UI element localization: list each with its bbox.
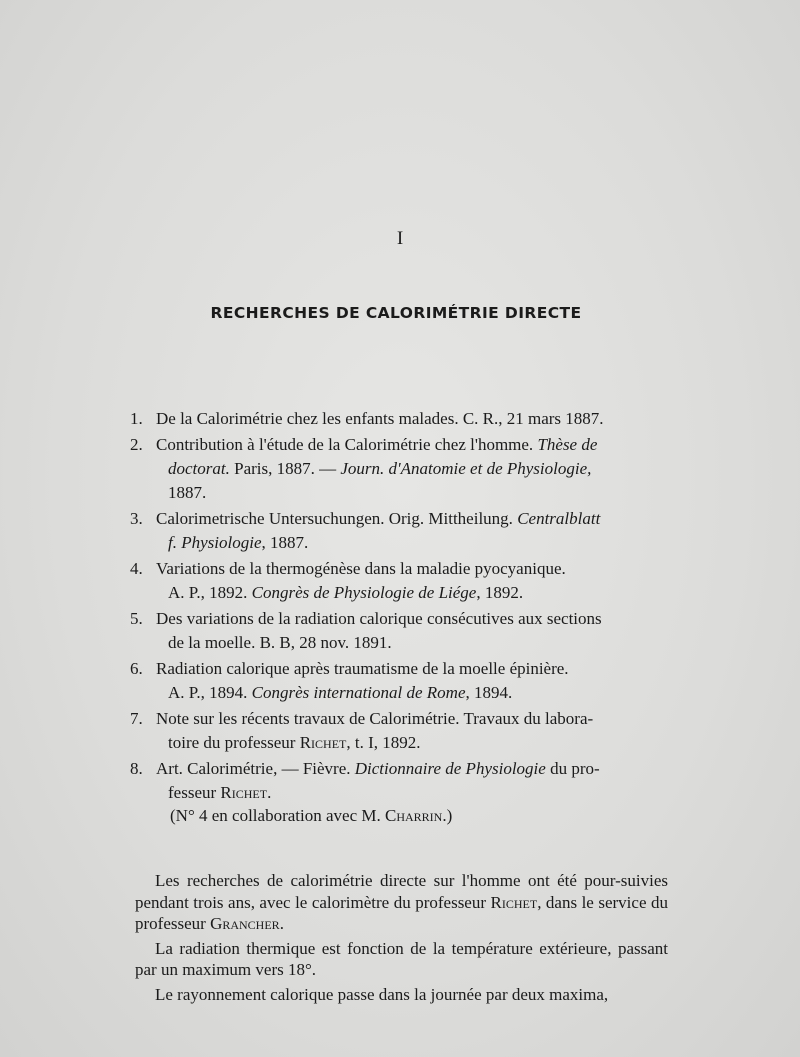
small-caps-name: Richet <box>299 733 347 752</box>
text-run: . <box>267 783 272 802</box>
text-run: , 1894. <box>465 683 513 702</box>
bibliography-entry <box>130 757 668 805</box>
entry-line <box>156 559 566 578</box>
text-run: Paris, 1887. — <box>229 459 341 478</box>
italic-text: Congrès international de Rome <box>251 683 466 702</box>
entry-line <box>156 781 668 805</box>
entry-line <box>156 481 668 505</box>
text-run: de la moelle. B. B, 28 nov. 1891. <box>168 633 392 652</box>
text-run: A. P., 1892. <box>168 583 252 602</box>
text-run: Calorimetrische Untersuchungen. Orig. Mittheilung. <box>156 509 518 528</box>
entry-line <box>156 659 569 678</box>
text-run: De la Calorimétrie chez les enfants malades. C. R., 21 mars 1887. <box>156 409 604 428</box>
entry-line <box>156 631 668 655</box>
bibliography-entry <box>130 657 668 705</box>
text-run: A. P., 1894. <box>168 683 252 702</box>
body-text <box>135 870 668 1008</box>
italic-text: Journ. d'Anatomie et de Physiologie, <box>340 459 592 478</box>
entry-text <box>156 657 668 705</box>
text-run: toire du professeur <box>168 733 300 752</box>
entry-line <box>156 681 668 705</box>
text-run: 1887. <box>168 483 207 502</box>
entry-number: 8. <box>130 759 143 778</box>
text-run: Contribution à l'étude de la Calorimétrie chez l'homme. <box>156 435 538 454</box>
entry-line <box>156 509 600 528</box>
entry-number: 1. <box>130 409 143 428</box>
text-run: La radiation thermique est fonction de la température extérieure, passant par un maximum vers 18°. <box>135 938 668 979</box>
bibliography-entry <box>130 557 668 605</box>
text-run: Art. Calorimétrie, — Fièvre. <box>156 759 355 778</box>
text-run: Le rayonnement calorique passe dans la journée par deux maxima, <box>155 984 609 1004</box>
entry-line <box>156 435 597 454</box>
entry-number: 4. <box>130 559 143 578</box>
entry-line <box>156 581 668 605</box>
entry-number: 5. <box>130 609 143 628</box>
text-run: Variations de la thermogénèse dans la maladie pyocyanique. <box>156 559 566 578</box>
entry-line <box>156 609 602 628</box>
text-run: , dans le service du professeur <box>135 892 668 933</box>
text-run: fesseur <box>168 783 221 802</box>
italic-text: Thèse de <box>537 435 598 454</box>
bibliography-entry <box>130 607 668 655</box>
text-run: Des variations de la radiation calorique consécutives aux sections <box>156 609 602 628</box>
text-run: du pro- <box>545 759 600 778</box>
small-caps-name: Grancher <box>210 914 280 933</box>
bibliography-entry <box>130 433 668 505</box>
italic-text: f. Physiologie <box>168 533 262 552</box>
text-run: . <box>279 914 284 933</box>
entry-text <box>156 557 668 605</box>
entry-text <box>156 433 668 505</box>
italic-text: Dictionnaire de Physiologie <box>354 759 546 778</box>
entry-line <box>156 531 668 555</box>
entry-number: 6. <box>130 659 143 678</box>
entry-line <box>156 759 600 778</box>
bibliography-list <box>130 407 668 807</box>
entry-text <box>156 707 668 755</box>
entry-line <box>156 731 668 755</box>
italic-text: Congrès de Physiologie de Liége <box>251 583 477 602</box>
entry-line <box>156 709 593 728</box>
chapter-title: RECHERCHES DE CALORIMÉTRIE DIRECTE <box>210 304 582 322</box>
entry-number: 7. <box>130 709 143 728</box>
entry-number: 3. <box>130 509 143 528</box>
small-caps-name: Richet <box>220 783 268 802</box>
italic-text: doctorat. <box>168 459 230 478</box>
paragraph <box>135 984 668 1006</box>
text-run: Les recherches de calorimétrie directe sur l'homme ont été pour-suivies pendant trois ans, avec le calorimètre du professeur <box>135 871 668 912</box>
bibliography-entry <box>130 507 668 555</box>
text-run: , 1887. <box>261 533 309 552</box>
text-run: Note sur les récents travaux de Calorimétrie. Travaux du labora- <box>156 709 594 728</box>
italic-text: Centralblatt <box>517 509 601 528</box>
paragraph <box>135 938 668 981</box>
text-run: , 1892. <box>476 583 524 602</box>
bibliography-entry <box>130 407 668 431</box>
collaboration-prefix: (N° 4 en collaboration avec M. <box>170 806 385 825</box>
collaboration-suffix: .) <box>442 806 453 825</box>
text-run: , t. I, 1892. <box>346 733 421 752</box>
entry-text <box>156 507 668 555</box>
text-run: Radiation calorique après traumatisme de la moelle épinière. <box>156 659 569 678</box>
entry-text <box>156 407 668 431</box>
paragraph <box>135 870 668 935</box>
entry-line <box>156 409 604 428</box>
entry-line <box>156 457 668 481</box>
entry-number: 2. <box>130 435 143 454</box>
collaboration-note <box>170 806 452 826</box>
collaborator-name: Charrin <box>384 806 443 825</box>
entry-text <box>156 757 668 805</box>
chapter-number: I <box>396 228 404 249</box>
bibliography-entry <box>130 707 668 755</box>
small-caps-name: Richet <box>490 892 538 912</box>
entry-text <box>156 607 668 655</box>
